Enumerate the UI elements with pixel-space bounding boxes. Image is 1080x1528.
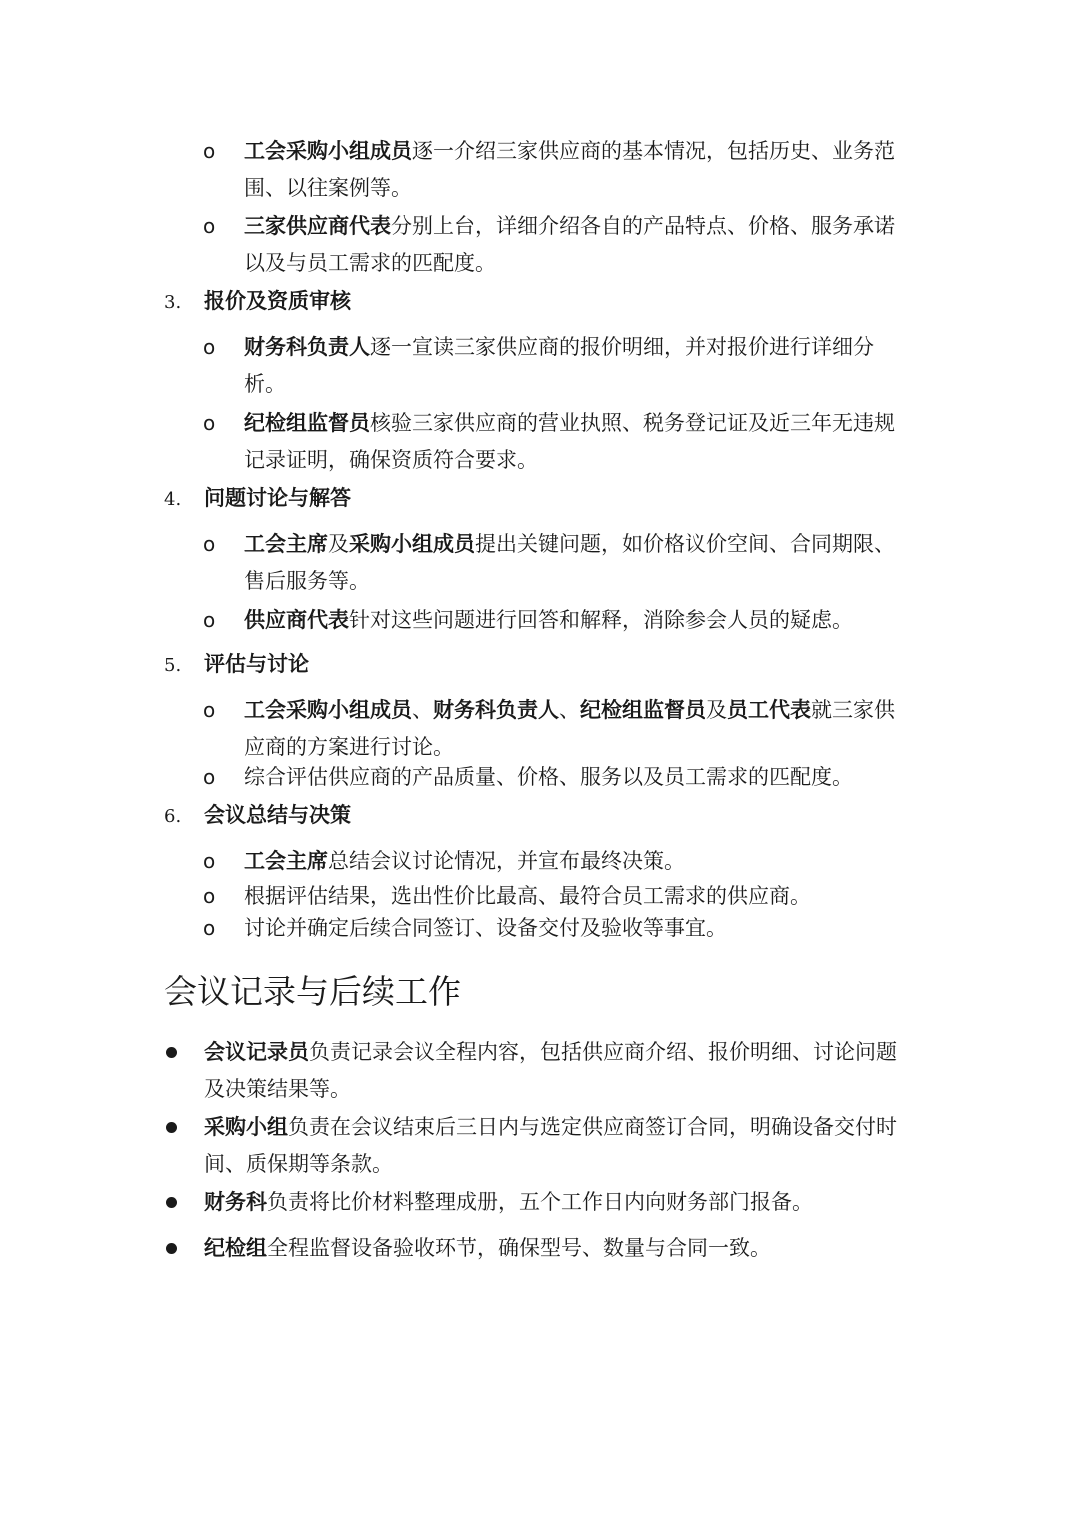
item-text: 逐一介绍三家供应商的基本情况，包括历史、业务范围、以往案例等。	[244, 139, 895, 200]
item-role: 纪检组	[204, 1236, 267, 1260]
item-text: 及	[706, 698, 727, 722]
item-role: 采购小组	[204, 1115, 288, 1139]
list-marker: o	[203, 608, 216, 632]
section-number: 3.	[164, 292, 182, 313]
item-text: 负责记录会议全程内容，包括供应商介绍、报价明细、讨论问题及决策结果等。	[204, 1040, 897, 1101]
item-text: 及	[328, 532, 349, 556]
list-marker: o	[203, 411, 216, 435]
item-text: 讨论并确定后续合同签订、设备交付及验收等事宜。	[244, 916, 727, 940]
list-marker: o	[203, 765, 216, 789]
list-item	[244, 208, 904, 282]
item-role: 三家供应商代表	[244, 214, 391, 238]
bullet-item	[204, 1184, 904, 1221]
bullet-icon	[166, 1243, 177, 1254]
bullet-icon	[166, 1047, 177, 1058]
bullet-item	[204, 1230, 904, 1267]
item-text: 核验三家供应商的营业执照、税务登记证及近三年无违规记录证明，确保资质符合要求。	[244, 411, 895, 472]
list-marker: o	[203, 139, 216, 163]
item-role: 会议记录员	[204, 1040, 309, 1064]
item-text: 、	[559, 698, 580, 722]
item-role: 财务科负责人	[244, 335, 370, 359]
section-heading: 会议记录与后续工作	[164, 972, 461, 1011]
item-text: 全程监督设备验收环节，确保型号、数量与合同一致。	[267, 1236, 771, 1260]
list-marker: o	[203, 884, 216, 908]
item-text: 、	[412, 698, 433, 722]
list-item	[244, 602, 904, 639]
section-number: 4.	[164, 489, 182, 510]
list-marker: o	[203, 698, 216, 722]
item-text: 综合评估供应商的产品质量、价格、服务以及员工需求的匹配度。	[244, 765, 853, 789]
section-title: 报价及资质审核	[204, 289, 351, 313]
list-item	[244, 133, 904, 207]
item-role: 采购小组成员	[349, 532, 475, 556]
list-marker: o	[203, 849, 216, 873]
list-marker: o	[203, 532, 216, 556]
item-role: 工会采购小组成员	[244, 698, 412, 722]
item-role: 财务科负责人	[433, 698, 559, 722]
item-role: 工会主席	[244, 532, 328, 556]
item-role: 工会主席	[244, 849, 328, 873]
section-title: 问题讨论与解答	[204, 486, 351, 510]
item-role: 工会采购小组成员	[244, 139, 412, 163]
item-text: 提出关键问题，如价格议价空间、合同期限、售后服务等。	[244, 532, 895, 593]
list-item	[244, 843, 904, 880]
item-text: 逐一宣读三家供应商的报价明细，并对报价进行详细分析。	[244, 335, 874, 396]
section-title: 会议总结与决策	[204, 803, 351, 827]
item-role: 纪检组监督员	[244, 411, 370, 435]
list-item	[244, 329, 904, 403]
list-marker: o	[203, 335, 216, 359]
bullet-item	[204, 1034, 904, 1108]
item-text: 负责将比价材料整理成册，五个工作日内向财务部门报备。	[267, 1190, 813, 1214]
list-marker: o	[203, 214, 216, 238]
item-text: 分别上台，详细介绍各自的产品特点、价格、服务承诺以及与员工需求的匹配度。	[244, 214, 895, 275]
item-role: 供应商代表	[244, 608, 349, 632]
list-item	[244, 692, 904, 766]
item-text: 针对这些问题进行回答和解释，消除参会人员的疑虑。	[349, 608, 853, 632]
item-text: 就三家供应商的方案进行讨论。	[244, 698, 895, 759]
list-item	[244, 526, 904, 600]
item-role: 员工代表	[727, 698, 811, 722]
section-number: 6.	[164, 806, 182, 827]
section-title: 评估与讨论	[204, 652, 309, 676]
bullet-icon	[166, 1197, 177, 1208]
list-item	[244, 759, 904, 796]
item-role: 纪检组监督员	[580, 698, 706, 722]
bullet-icon	[166, 1122, 177, 1133]
item-text: 总结会议讨论情况，并宣布最终决策。	[328, 849, 685, 873]
item-text: 负责在会议结束后三日内与选定供应商签订合同，明确设备交付时间、质保期等条款。	[204, 1115, 897, 1176]
item-text: 根据评估结果，选出性价比最高、最符合员工需求的供应商。	[244, 884, 811, 908]
list-marker: o	[203, 916, 216, 940]
section-number: 5.	[164, 655, 182, 676]
bullet-item	[204, 1109, 904, 1183]
list-item	[244, 910, 904, 947]
list-item	[244, 405, 904, 479]
item-role: 财务科	[204, 1190, 267, 1214]
